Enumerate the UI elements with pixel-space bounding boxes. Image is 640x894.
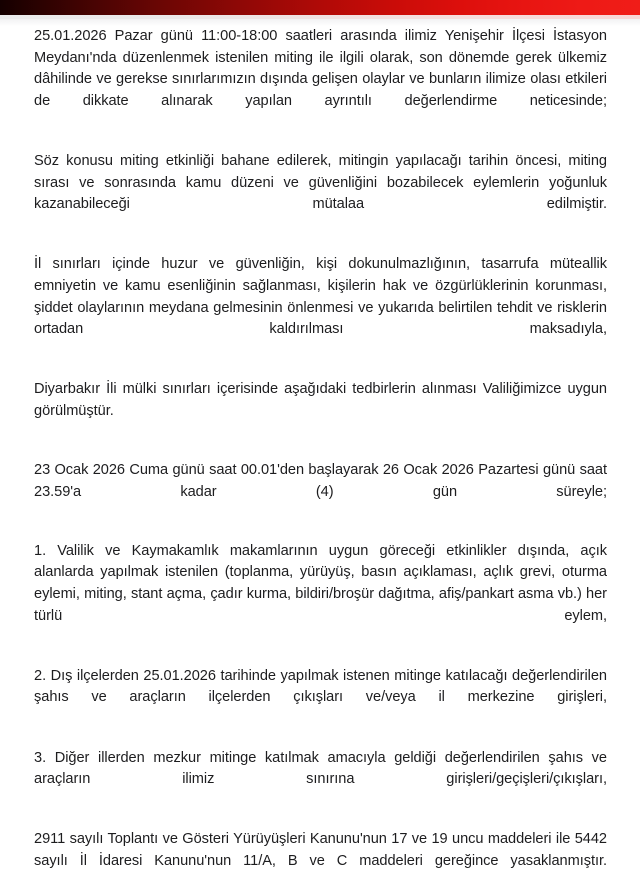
paragraph-mutalaa: Söz konusu miting etkinliği bahane edilerek, mitingin yapılacağı tarihin öncesi, miting sırası ve sonrasında kamu düzeni ve güvenliğini bozabilecek eylemlerin yoğunluk kazanabileceği mütalaa edilmiştir.	[34, 152, 607, 213]
paragraph-sure: 23 Ocak 2026 Cuma günü saat 00.01'den başlayarak 26 Ocak 2026 Pazartesi günü saat 23.59'a kadar (4) gün süreyle;	[34, 462, 607, 500]
list-item-madde-3: 3. Diğer illerden mezkur mitinge katılmak amacıyla geldiği değerlendirilen şahıs ve araçların ilimiz sınırına girişleri/geçişleri/çıkışları,	[34, 749, 607, 788]
paragraph-karar: Diyarbakır İli mülki sınırları içerisinde aşağıdaki tedbirlerin alınması Valiliğimizce uygun görülmüştür.	[34, 381, 607, 419]
paragraph-gerekce: 25.01.2026 Pazar günü 11:00-18:00 saatleri arasında ilimiz Yenişehir İlçesi İstasyon Meydanı'nda düzenlenmek istenilen miting ile ilgili olarak, son dönemde gerek ülkemiz dâhilinde ve gerekse sınırlarımızın dışında gelişen olaylar ve bunların ilimize olası etkileri de dikkate alınarak yapılan ayrıntılı değerlendirme neticesinde;	[34, 28, 607, 109]
list-item-madde-1: 1. Valilik ve Kaymakamlık makamlarının uygun göreceği etkinlikler dışında, açık alanlarda yapılmak istenilen (toplanma, yürüyüş, basın açıklaması, açlık grevi, oturma eylemi, miting, stant açma, çadır kurma, bildiri/broşür dağıtma, afiş/pankart asma vb.) her türlü eylem,	[34, 542, 607, 624]
paragraph-dayanak: 2911 sayılı Toplantı ve Gösteri Yürüyüşleri Kanunu'nun 17 ve 19 uncu maddeleri ile 5442 sayılı İl İdaresi Kanunu'nun 11/A, B ve C maddeleri gereğince yasaklanmıştır.	[34, 831, 607, 869]
banner-fade	[0, 19, 640, 26]
red-gradient-banner	[0, 0, 640, 15]
list-item-madde-2: 2. Dış ilçelerden 25.01.2026 tarihinde yapılmak istenen mitinge katılacağı değerlendirilen şahıs ve araçların ilçelerden çıkışları ve/veya il merkezine girişleri,	[34, 667, 607, 706]
document-body	[34, 26, 607, 894]
paragraph-maksat: İl sınırları içinde huzur ve güvenliğin, kişi dokunulmazlığının, tasarrufa müteallik emniyetin ve kamu esenliğinin sağlanması, kişilerin hak ve özgürlüklerinin korunması, şiddet olaylarının meydana gelmesinin önlenmesi ve yukarıda belirtilen tehdit ve risklerin ortadan kaldırılması maksadıyla,	[34, 256, 607, 338]
